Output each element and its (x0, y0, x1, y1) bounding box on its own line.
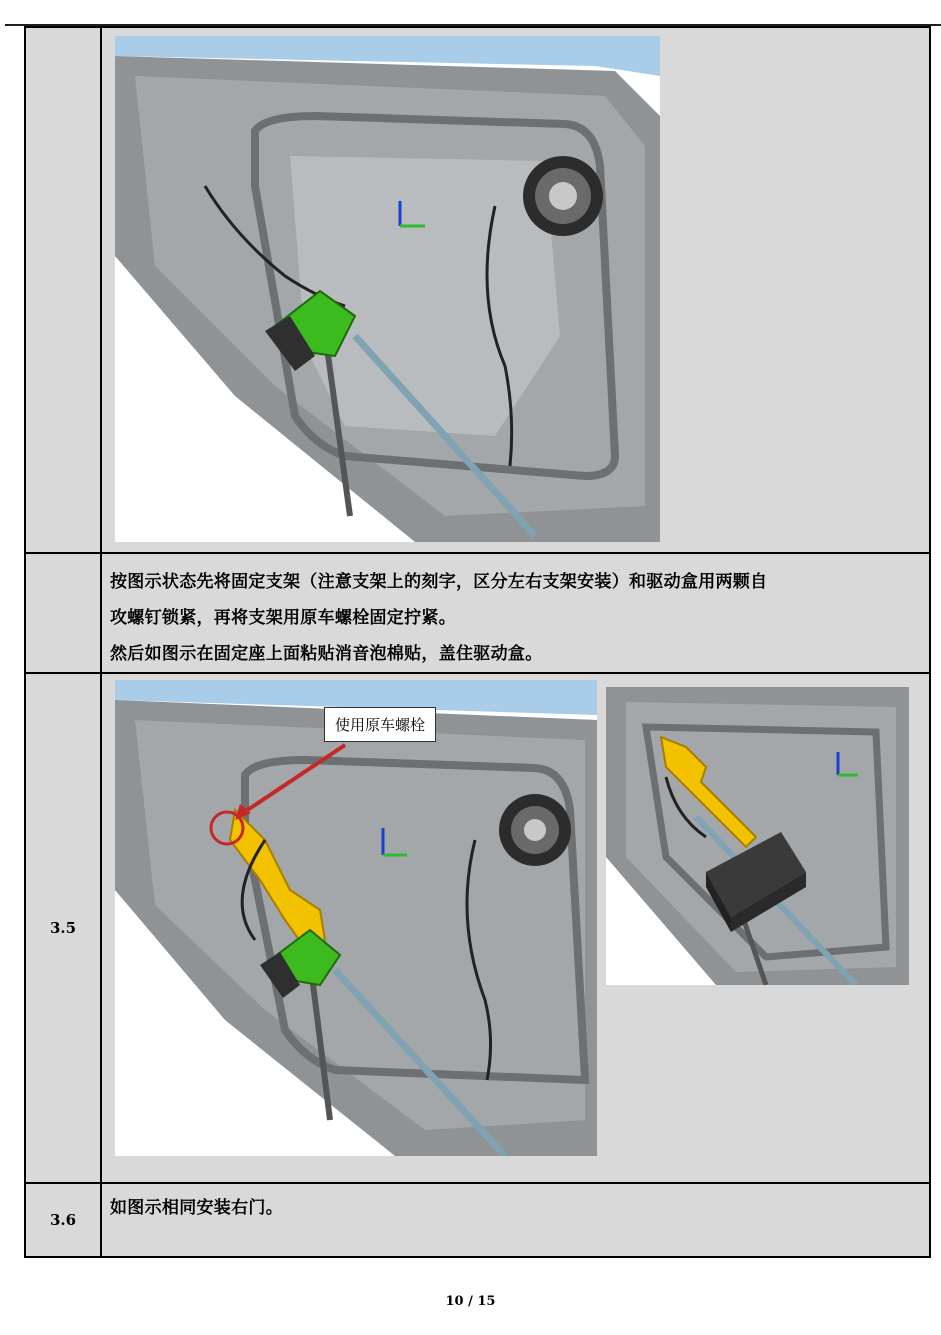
step-number-cell (25, 553, 101, 673)
instruction-line: 按图示状态先将固定支架（注意支架上的刻字，区分左右支架安装）和驱动盒用两颗自 (110, 572, 768, 592)
image-cell (101, 673, 930, 1183)
instruction-line: 攻螺钉锁紧，再将支架用原车螺栓固定拧紧。 (110, 608, 456, 628)
drive-box-image (606, 687, 909, 985)
step-number-cell (25, 27, 101, 553)
row-image-top (25, 27, 930, 553)
instruction-line: 然后如图示在固定座上面粘贴消音泡棉贴，盖住驱动盒。 (110, 644, 543, 664)
instruction-line: 如图示相同安装右门。 (110, 1198, 283, 1218)
instruction-text (102, 554, 929, 672)
steps-table (24, 26, 931, 1258)
step-number (26, 554, 100, 672)
instruction-cell (101, 553, 930, 673)
door-panel-image (115, 36, 660, 542)
row-step-3-5 (25, 673, 930, 1183)
step-number (26, 28, 100, 552)
bracket-install-image (115, 680, 597, 1156)
image-cell (101, 27, 930, 553)
step-number: 3.6 (49, 1211, 77, 1229)
step-number-cell (25, 673, 101, 1183)
instruction-cell (101, 1183, 930, 1257)
row-step-3-6 (25, 1183, 930, 1257)
step-number: 3.5 (49, 919, 77, 937)
callout-label: 使用原车螺栓 (324, 707, 436, 742)
page-number: 10 / 15 (445, 1294, 496, 1309)
step-number-cell (25, 1183, 101, 1257)
row-instruction (25, 553, 930, 673)
instruction-text (102, 1184, 929, 1226)
